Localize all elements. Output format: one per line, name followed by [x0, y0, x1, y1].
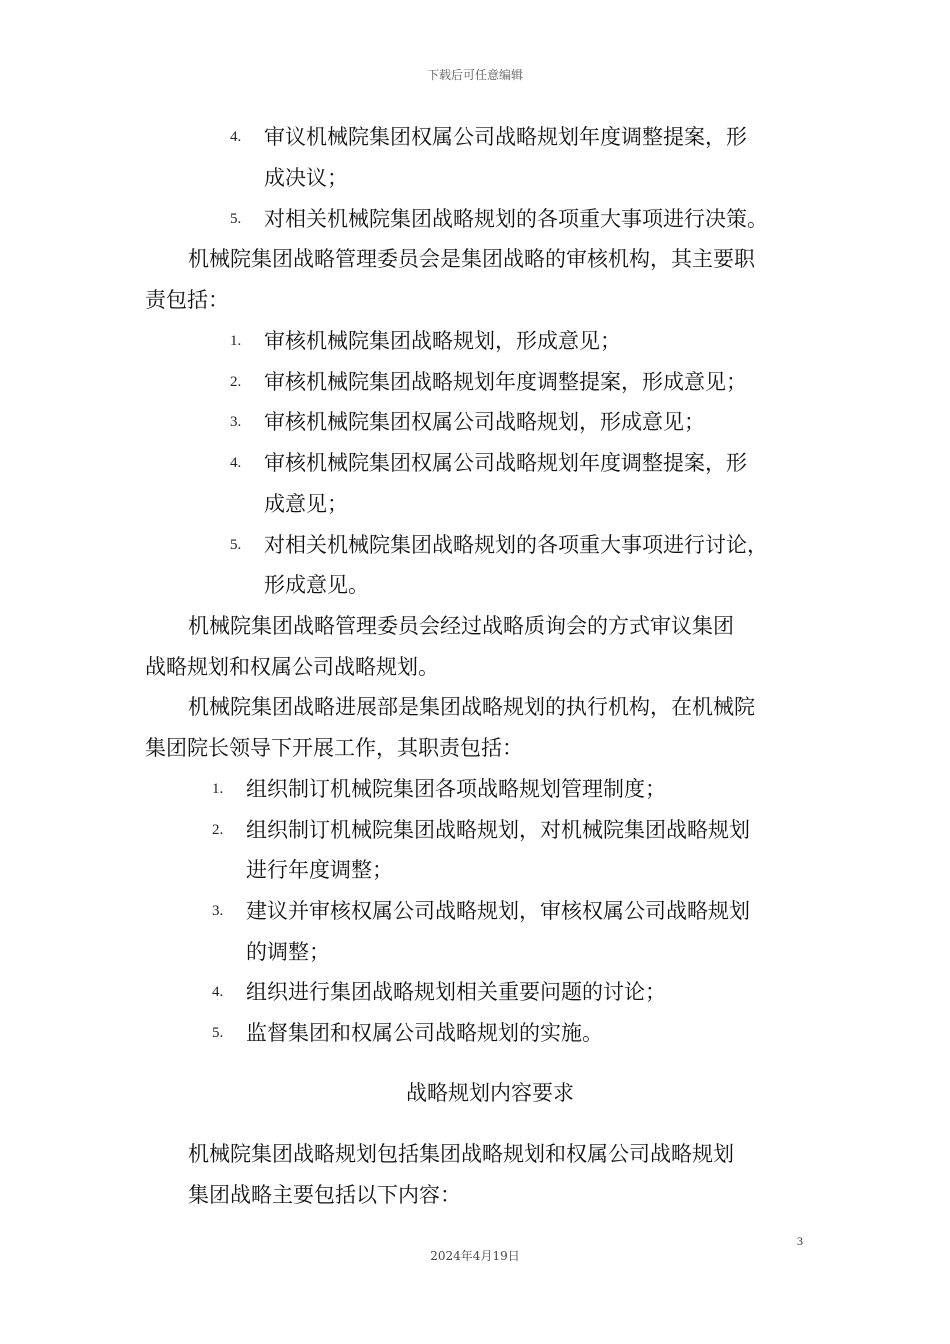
paragraph-line: 集团院长领导下开展工作，其职责包括： [145, 736, 523, 760]
list-number: 5. [230, 537, 242, 553]
list-item-text: 组织制订机械院集团各项战略规划管理制度； [246, 777, 666, 801]
list-item-text: 审核机械院集团权属公司战略规划年度调整提案，形 [264, 451, 747, 475]
list-item-text: 成决议； [264, 166, 348, 190]
page-number: 3 [797, 1234, 803, 1248]
list-number: 3. [212, 903, 224, 919]
list-item-text: 审核机械院集团战略规划，形成意见； [264, 329, 621, 353]
paragraph-line: 机械院集团战略管理委员会是集团战略的审核机构，其主要职 [188, 247, 755, 271]
list-item-text: 对相关机械院集团战略规划的各项重大事项进行讨论， [264, 533, 768, 557]
list-number: 2. [230, 374, 242, 390]
paragraph-line: 机械院集团战略规划包括集团战略规划和权属公司战略规划 [188, 1142, 734, 1166]
list-item-text: 进行年度调整； [246, 858, 393, 882]
list-item-text: 形成意见。 [264, 573, 369, 597]
footer-date: 2024年4月19日 [430, 1249, 520, 1263]
list-number: 1. [230, 333, 242, 349]
list-item-text: 成意见； [264, 492, 348, 516]
list-item-text: 建议并审核权属公司战略规划，审核权属公司战略规划 [246, 899, 750, 923]
paragraph-line: 集团战略主要包括以下内容： [188, 1183, 461, 1207]
list-item-text: 审核机械院集团权属公司战略规划，形成意见； [264, 410, 705, 434]
list-number: 1. [212, 781, 224, 797]
paragraph-line: 机械院集团战略进展部是集团战略规划的执行机构，在机械院 [188, 695, 755, 719]
paragraph-line: 机械院集团战略管理委员会经过战略质询会的方式审议集团 [188, 614, 734, 638]
list-item-text: 的调整； [246, 940, 330, 964]
section-heading: 战略规划内容要求 [406, 1081, 574, 1105]
paragraph-line: 责包括： [145, 288, 229, 312]
list-item-text: 监督集团和权属公司战略规划的实施。 [246, 1021, 603, 1045]
list-number: 5. [230, 211, 242, 227]
list-number: 4. [230, 129, 242, 145]
list-number: 3. [230, 414, 242, 430]
list-item-text: 审核机械院集团战略规划年度调整提案，形成意见； [264, 370, 747, 394]
list-number: 4. [230, 455, 242, 471]
list-item-text: 审议机械院集团权属公司战略规划年度调整提案，形 [264, 125, 747, 149]
paragraph-line: 战略规划和权属公司战略规划。 [145, 655, 439, 679]
list-item-text: 组织制订机械院集团战略规划，对机械院集团战略规划 [246, 818, 750, 842]
list-number: 4. [212, 984, 224, 1000]
list-item-text: 组织进行集团战略规划相关重要问题的讨论； [246, 980, 666, 1004]
list-number: 5. [212, 1025, 224, 1041]
list-number: 2. [212, 822, 224, 838]
list-item-text: 对相关机械院集团战略规划的各项重大事项进行决策。 [264, 207, 768, 231]
header-note: 下载后可任意编辑 [426, 68, 523, 82]
